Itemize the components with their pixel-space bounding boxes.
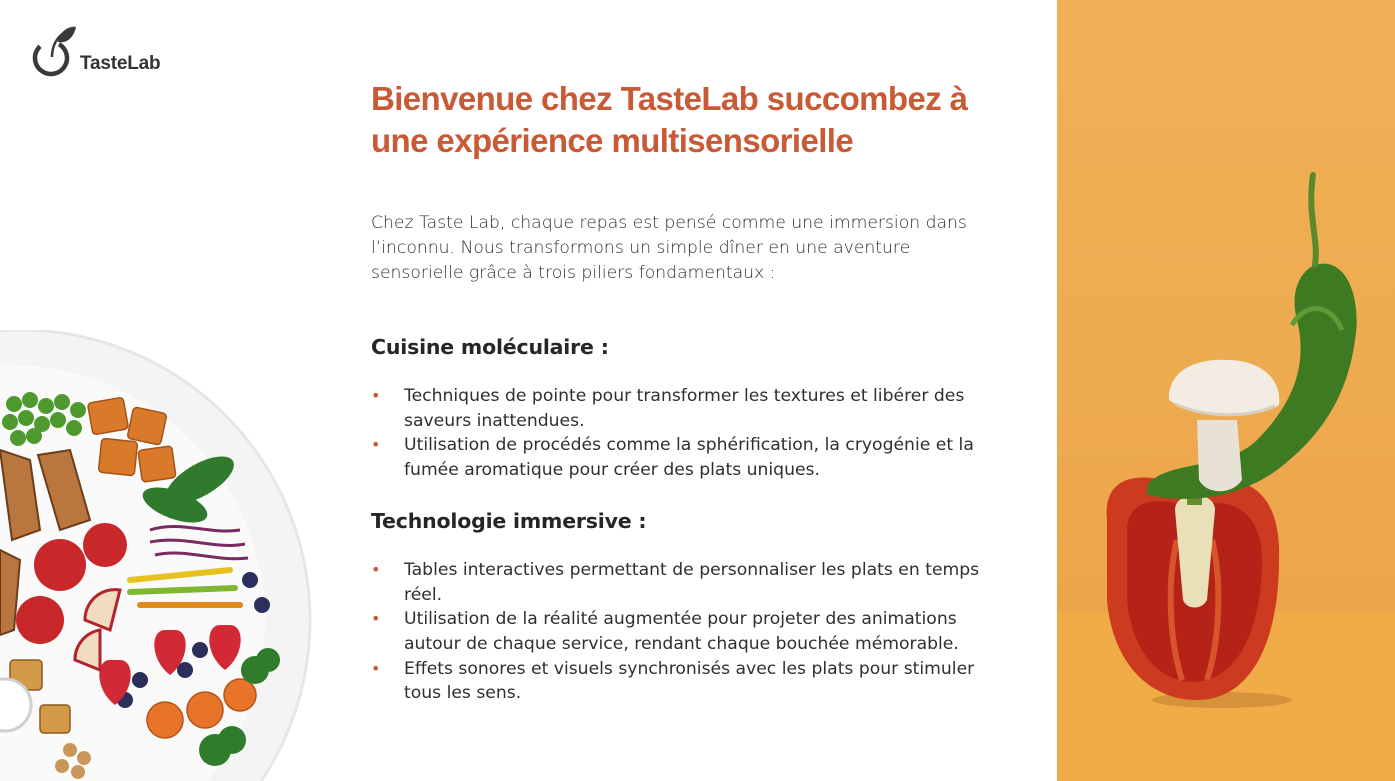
section-heading-cuisine: Cuisine moléculaire :	[371, 335, 609, 359]
list-item: • Tables interactives permettant de personnaliser les plats en temps réel.	[371, 558, 1011, 607]
technologie-bullet-list	[371, 558, 1011, 706]
list-item: • Utilisation de la réalité augmentée pour projeter des animations autour de chaque service, rendant chaque bouchée mémorable.	[371, 607, 1011, 656]
section-heading-technologie: Technologie immersive :	[371, 508, 647, 533]
main-content	[371, 78, 1011, 706]
brand-logo	[32, 24, 160, 78]
intro-paragraph: Chez Taste Lab, chaque repas est pensé comme une immersion dans l’inconnu. Nous transformons un simple dîner en une aventure sensorielle grâce à trois piliers fondamentaux :	[371, 213, 967, 283]
page-title: Bienvenue chez TasteLab succombez à une expérience multisensorielle	[371, 80, 968, 159]
cuisine-bullet-list	[371, 384, 1011, 483]
list-item: • Utilisation de procédés comme la sphérification, la cryogénie et la fumée aromatique pour créer des plats uniques.	[371, 433, 1011, 482]
food-plate-image	[0, 330, 330, 781]
list-item: • Techniques de pointe pour transformer les textures et libérer des saveurs inattendues.	[371, 384, 1011, 433]
vegetable-sculpture-image	[1057, 0, 1395, 781]
brand-name: TasteLab	[80, 53, 161, 74]
list-item: • Effets sonores et visuels synchronisés avec les plats pour stimuler tous les sens.	[371, 657, 1011, 706]
leaf-logo-icon	[32, 24, 76, 78]
